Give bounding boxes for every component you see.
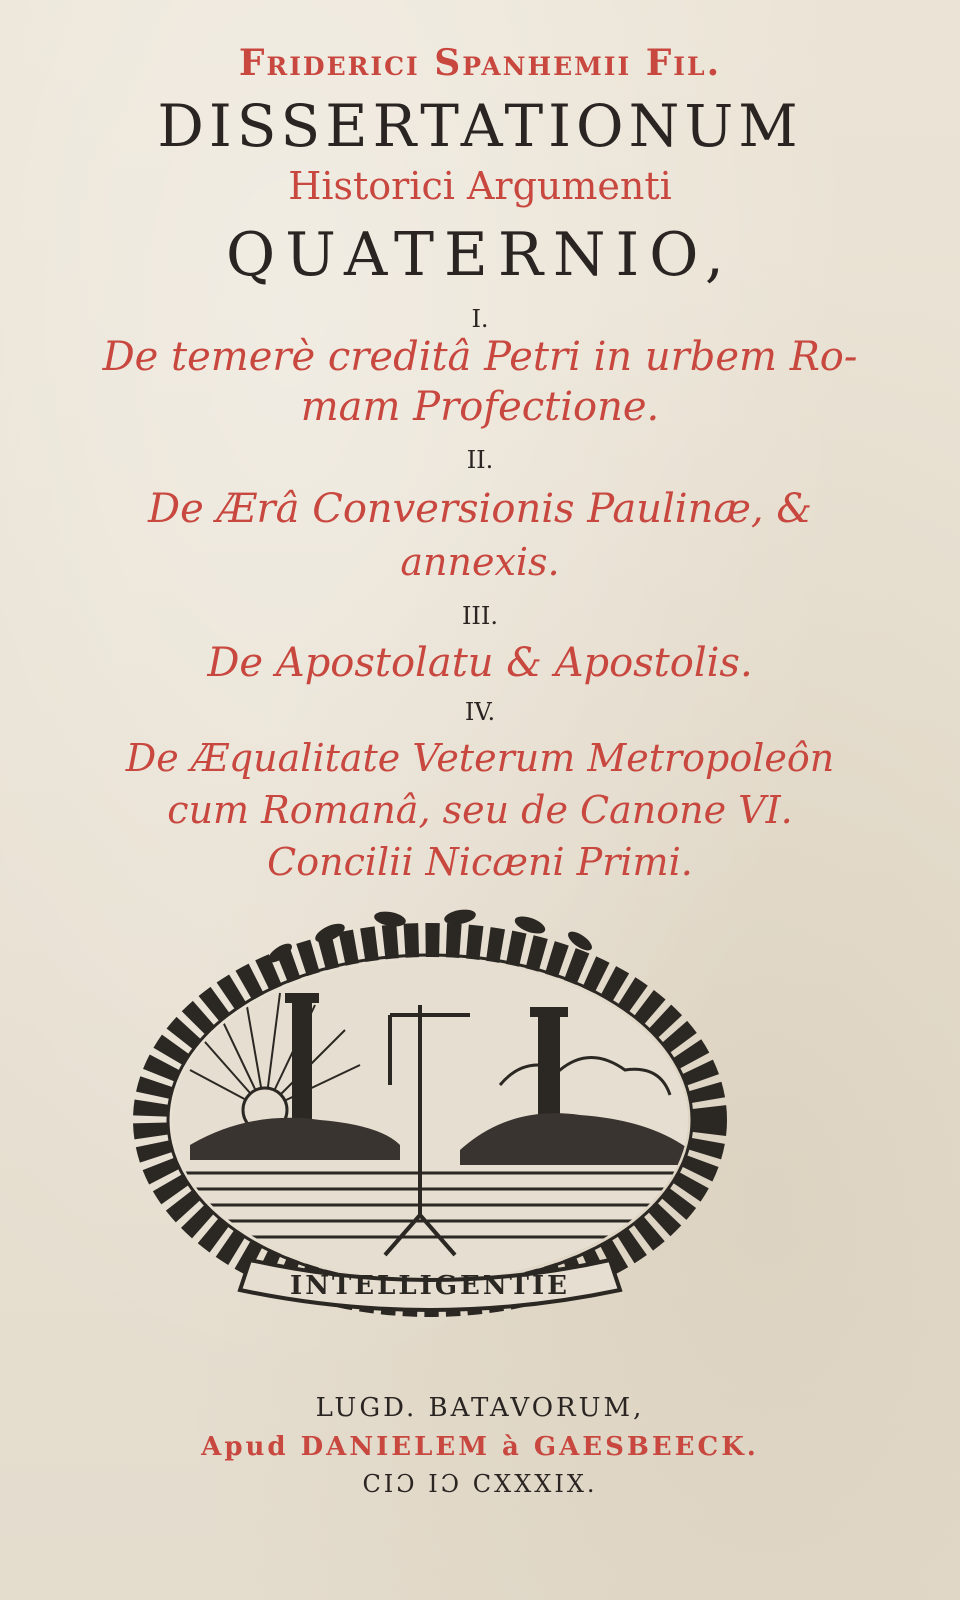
imprint-publisher: Apud DANIELEM à GAESBEECK. [201,1432,759,1462]
section-4-line-3: Concilii Nicæni Primi. [267,840,693,884]
section-numeral-4: IV. [464,698,496,726]
section-numeral-1: I. [471,305,489,333]
title-line-1: DISSERTATIONUM [157,92,803,160]
section-4-line-1: De Æqualitate Veterum Metropoleôn [125,736,835,780]
subtitle-line: Historici Argumenti [288,164,672,208]
title-line-2: QUATERNIO, [226,220,734,290]
section-3-line-1: De Apostolatu & Apostolis. [207,640,753,686]
section-2-line-2: annexis. [400,540,560,584]
section-1-line-1: De temerè creditâ Petri in urbem Ro- [102,334,858,380]
section-4-line-2: cum Romanâ, seu de Canone VI. [167,788,793,832]
section-2-line-1: De Ærâ Conversionis Paulinæ, & [148,486,812,532]
section-numeral-3: III. [461,602,499,630]
imprint-year: CIƆ IƆ CXXXIX. [362,1470,598,1498]
imprint-place: LUGD. BATAVORUM, [315,1393,645,1423]
printers-device-woodcut [130,905,730,1345]
motto-text: INTELLIGENTIE [290,1271,570,1301]
section-1-line-2: mam Profectione. [300,384,660,430]
author-line: Friderici Spanhemii Fil. [238,42,722,84]
section-numeral-2: II. [466,446,494,474]
